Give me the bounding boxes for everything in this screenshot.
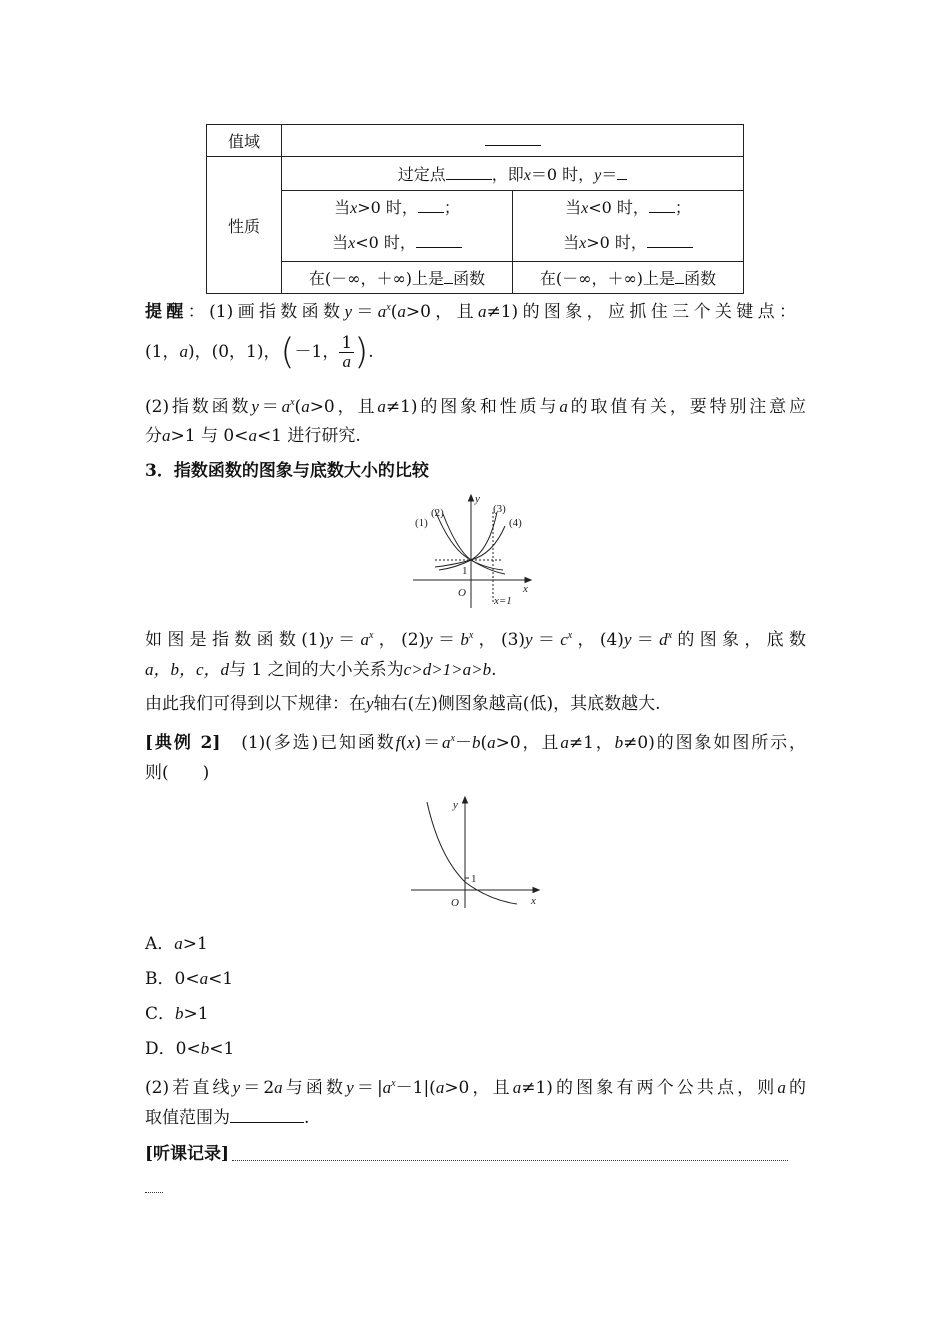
x-axis-arrow xyxy=(533,888,539,893)
var: a xyxy=(478,302,487,321)
text: (1)(多选)已知函数 xyxy=(241,733,396,753)
var: a xyxy=(162,426,171,445)
text: － xyxy=(454,733,472,753)
var: a xyxy=(512,1078,522,1097)
text: >0，且 xyxy=(444,1078,513,1098)
var: y xyxy=(325,630,333,649)
fixed-point-text-d: ＝ xyxy=(601,165,618,184)
y-axis-arrow xyxy=(469,495,474,501)
text: 轴右(左)侧图象越高(低)，其底数越大. xyxy=(373,694,661,714)
range-blank-cell xyxy=(282,125,744,157)
var: a xyxy=(248,426,257,445)
answer-blank[interactable] xyxy=(230,1108,304,1123)
var-y: y xyxy=(594,167,602,184)
properties-table xyxy=(206,124,744,294)
var: a xyxy=(174,934,183,953)
var-x: x xyxy=(523,167,531,184)
tip-label: 提醒 xyxy=(145,302,188,322)
text: ＝ xyxy=(258,397,282,417)
var: a xyxy=(360,630,369,649)
option-c[interactable] xyxy=(145,1002,815,1026)
var: b xyxy=(614,733,624,752)
monotonic-left-cell xyxy=(282,262,513,294)
text: 当 xyxy=(334,198,351,217)
label-2: (2) xyxy=(431,507,444,519)
text: ≠1)的图象，应抓住三个关键点： xyxy=(486,302,797,322)
text: ，(2) xyxy=(373,630,426,650)
var: y xyxy=(232,1078,241,1097)
var: y xyxy=(525,630,533,649)
var: b xyxy=(175,1004,184,1023)
text: <0 时， xyxy=(588,198,649,217)
text: ； xyxy=(674,198,691,217)
exponent: x xyxy=(450,733,455,744)
var: a xyxy=(397,302,406,321)
function-graph-figure xyxy=(405,794,545,914)
text: (2)若直线 xyxy=(145,1078,233,1098)
text: ＝ xyxy=(332,630,361,650)
option-a[interactable] xyxy=(145,932,815,956)
property-label: 性质 xyxy=(207,157,282,294)
text: ≠0)的图象如图所示， xyxy=(623,733,806,753)
notes-line-2[interactable] xyxy=(145,1192,163,1193)
text: ( xyxy=(294,397,302,417)
text: 与 1 之间的大小关系为 xyxy=(229,660,404,680)
x-axis-arrow xyxy=(525,578,531,583)
blank xyxy=(675,269,684,284)
label-4: (4) xyxy=(509,517,522,529)
left-paren: ( xyxy=(280,331,295,373)
origin-label: O xyxy=(458,587,466,599)
fixed-point-text-c: ＝0 时， xyxy=(530,165,595,184)
text: (2)指数函数 xyxy=(145,397,252,417)
exponent: x xyxy=(290,397,295,408)
notes-label: [听课记录] xyxy=(145,1144,230,1164)
text: －1|( xyxy=(395,1078,436,1098)
var: a xyxy=(377,397,386,416)
y-axis-label: y xyxy=(475,493,480,505)
text: ； xyxy=(443,198,460,217)
fixed-point-blank xyxy=(446,165,492,180)
blank xyxy=(418,198,444,213)
text: ：(1)画指数函数 xyxy=(187,302,345,322)
monotonic-right-cell xyxy=(513,262,744,294)
blank xyxy=(649,198,675,213)
option-letter: C． xyxy=(145,1004,176,1024)
label-3: (3) xyxy=(493,503,506,515)
case-left-cell xyxy=(282,191,513,262)
text: 在(－∞，＋∞)上是 xyxy=(308,269,445,288)
blank xyxy=(647,233,693,248)
text: ＝| xyxy=(353,1078,383,1098)
var: a xyxy=(560,733,569,752)
option-b[interactable] xyxy=(145,967,815,991)
var-x: x xyxy=(581,200,589,217)
tip-line-1 xyxy=(145,296,796,324)
text: >0，且 xyxy=(495,733,561,753)
option-letter: D． xyxy=(145,1039,176,1059)
variables: a，b，c，d xyxy=(145,660,230,679)
text: 分 xyxy=(145,426,162,446)
case-right-cell xyxy=(513,191,744,262)
text: ＝ xyxy=(631,630,660,650)
exponent: x xyxy=(369,630,374,641)
text: 与函数 xyxy=(282,1078,347,1098)
text: (1， xyxy=(145,342,180,362)
denominator: a xyxy=(342,352,352,371)
curve-fx xyxy=(427,802,517,904)
case-right-2 xyxy=(513,226,743,261)
numerator: 1 xyxy=(341,333,353,353)
option-d[interactable] xyxy=(145,1037,815,1061)
blank xyxy=(444,269,453,284)
text: ＝2 xyxy=(240,1078,275,1098)
var: y xyxy=(344,302,352,321)
notes-line-1[interactable] xyxy=(232,1160,788,1161)
text: ( xyxy=(400,733,408,753)
var: x xyxy=(407,733,415,752)
tip-line-2 xyxy=(145,391,806,419)
fixed-point-text: 过定点 xyxy=(397,165,446,184)
x-eq-1-label: x=1 xyxy=(494,595,512,607)
range-label: 值域 xyxy=(207,125,282,157)
var: c xyxy=(560,630,568,649)
var: a xyxy=(382,1078,392,1097)
text: 取值范围为 xyxy=(145,1108,230,1128)
text: ≠1， xyxy=(568,733,615,753)
right-paren: ) xyxy=(354,331,369,373)
curve-2 xyxy=(443,514,505,574)
text: ＝ xyxy=(351,302,378,322)
text: <1 xyxy=(208,969,234,989)
para1-line-2 xyxy=(145,658,815,682)
para1-line-3 xyxy=(145,692,815,716)
text: 函数 xyxy=(684,269,717,288)
text: >1 xyxy=(183,1004,209,1024)
y-axis-label: y xyxy=(453,799,458,811)
option-letter: A． xyxy=(145,934,175,954)
text: ＝ xyxy=(432,630,461,650)
var-x: x xyxy=(348,235,356,252)
option-letter: B． xyxy=(145,969,175,989)
text: )＝ xyxy=(414,733,442,753)
exponential-graphs-figure xyxy=(405,492,540,610)
text: . xyxy=(491,660,497,680)
var: y xyxy=(366,694,374,713)
para1-line-1 xyxy=(145,624,806,652)
text: ≠1)的图象和性质与 xyxy=(385,397,560,417)
var: b xyxy=(471,733,481,752)
var: y xyxy=(425,630,433,649)
text: >1 与 0< xyxy=(170,426,249,446)
example-tag: [典例 2] xyxy=(145,733,221,753)
x-axis-label: x xyxy=(523,583,528,595)
example2-line-1 xyxy=(145,727,806,755)
text: ( xyxy=(480,733,488,753)
case-left-2 xyxy=(282,226,512,261)
text: >0 时， xyxy=(586,233,647,252)
var: a xyxy=(199,969,209,988)
var: y xyxy=(346,1078,354,1097)
exponent: x xyxy=(667,630,673,641)
var: a xyxy=(435,1078,445,1097)
case-left-1 xyxy=(282,191,512,226)
exponent: x xyxy=(468,630,474,641)
text: >1 xyxy=(182,934,208,954)
exponent: x xyxy=(567,630,573,641)
var-x: x xyxy=(350,200,358,217)
var: a xyxy=(377,302,387,321)
text: 当 xyxy=(332,233,349,252)
text: 的 xyxy=(785,1078,806,1098)
example2-then: 则( ) xyxy=(145,763,210,783)
text: )，(0，1)， xyxy=(187,342,281,362)
text: 0< xyxy=(174,969,200,989)
var: a xyxy=(777,1078,786,1097)
text: <1 xyxy=(209,1039,235,1059)
text: 在(－∞，＋∞)上是 xyxy=(539,269,676,288)
y-value-blank xyxy=(617,165,627,180)
exponent: x xyxy=(386,302,391,313)
tip-line-3 xyxy=(145,424,815,448)
blank xyxy=(416,233,462,248)
text: 的图象，底数 xyxy=(672,630,806,650)
origin-label: O xyxy=(451,897,459,909)
text: －1， xyxy=(294,342,340,362)
text: >0，且 xyxy=(405,302,478,322)
text: >0 时， xyxy=(357,198,418,217)
text: 的取值有关，要特别注意应 xyxy=(567,397,807,417)
text: 当 xyxy=(565,198,582,217)
one-label: 1 xyxy=(462,565,468,577)
question2-line-1 xyxy=(145,1072,806,1100)
x-axis-label: x xyxy=(531,895,536,907)
text: 由此我们可得到以下规律：在 xyxy=(145,694,366,714)
text: 0< xyxy=(175,1039,201,1059)
var: y xyxy=(623,630,632,649)
text: ，(4) xyxy=(572,630,624,650)
fraction-1-over-a xyxy=(339,334,354,371)
text: 当 xyxy=(563,233,580,252)
var: d xyxy=(659,630,668,649)
var: b xyxy=(200,1039,210,1058)
case-right-1 xyxy=(513,191,743,226)
text: ≠1)的图象有两个公共点，则 xyxy=(521,1078,778,1098)
text: <1 进行研究. xyxy=(256,426,361,446)
label-1: (1) xyxy=(415,517,428,529)
var-x: x xyxy=(579,235,587,252)
text: . xyxy=(304,1108,310,1128)
fixed-point-cell xyxy=(282,157,744,191)
var: y xyxy=(251,397,259,416)
relation: c>d>1>a>b xyxy=(403,660,492,679)
text: . xyxy=(368,342,374,362)
var: a xyxy=(281,397,291,416)
question2-line-2 xyxy=(145,1106,815,1130)
section-3-title: 3．指数函数的图象与底数大小的比较 xyxy=(145,461,429,481)
var: a xyxy=(274,1078,283,1097)
var: f xyxy=(395,733,401,752)
var: b xyxy=(460,630,469,649)
var: a xyxy=(301,397,310,416)
fixed-point-text-b: ，即 xyxy=(491,165,524,184)
text: 函数 xyxy=(453,269,486,288)
exponent: x xyxy=(391,1078,396,1089)
var: a xyxy=(559,397,568,416)
text: ＝ xyxy=(532,630,561,650)
var: a xyxy=(487,733,496,752)
tip-key-points xyxy=(145,330,815,375)
var: a xyxy=(179,342,188,361)
text: 如图是指数函数(1) xyxy=(145,630,326,650)
text: <0 时， xyxy=(355,233,416,252)
y-axis-arrow xyxy=(463,797,468,803)
text: ，(3) xyxy=(473,630,526,650)
text: ( xyxy=(390,302,398,322)
one-label: 1 xyxy=(471,873,477,885)
range-blank xyxy=(485,131,541,146)
var: a xyxy=(442,733,451,752)
text: >0，且 xyxy=(309,397,378,417)
